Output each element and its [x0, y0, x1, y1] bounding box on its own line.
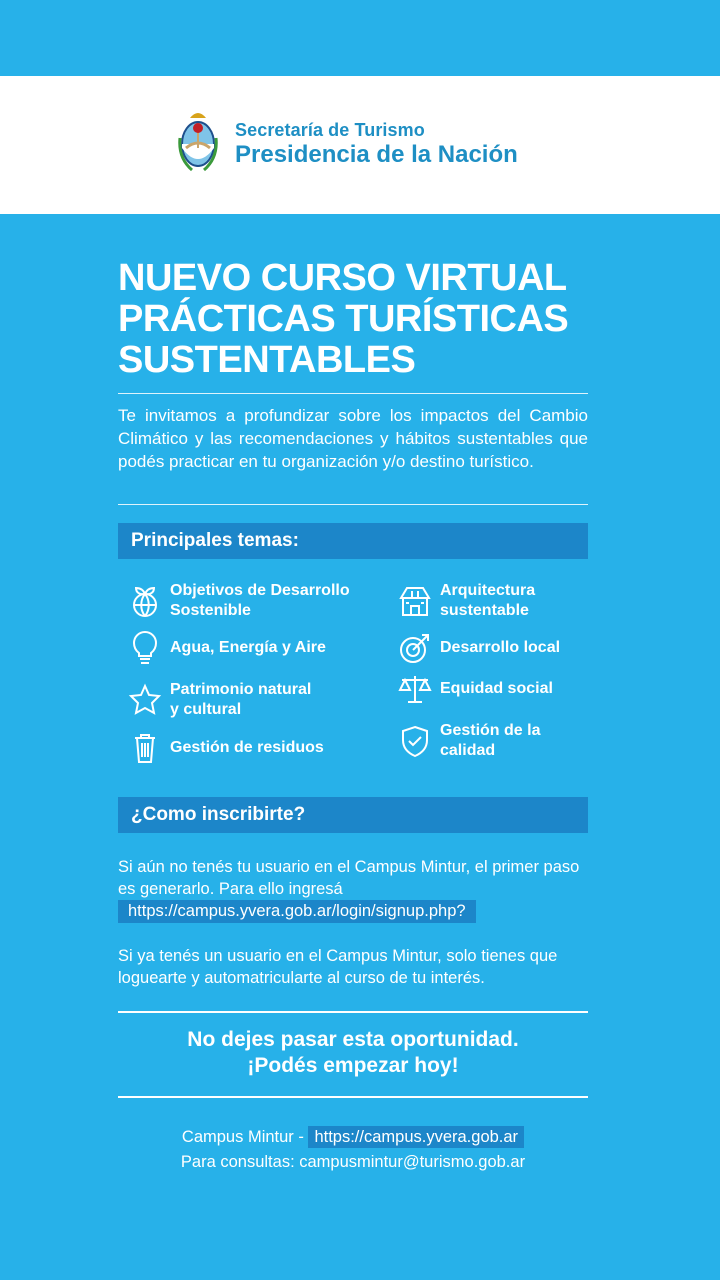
target-growth-icon [398, 631, 432, 665]
topic-desarrollo-local: Desarrollo local [398, 631, 560, 665]
topic-agua: Agua, Energía y Aire [128, 631, 326, 665]
globe-leaf-icon [128, 584, 162, 618]
shield-check-icon [398, 724, 432, 758]
campus-link[interactable]: https://campus.yvera.gob.ar [308, 1126, 524, 1148]
topic-patrimonio: Patrimonio natural y cultural [128, 680, 311, 720]
divider [118, 1011, 588, 1013]
intro-text: Te invitamos a profundizar sobre los impactos del Cambio Climático y las recomendaciones y hábitos sustentables que podés practicar en tu organización y/o destino turístico. [118, 406, 588, 471]
topic-equidad: Equidad social [398, 672, 553, 706]
header [0, 76, 720, 214]
divider [118, 393, 588, 394]
call-to-action: No dejes pasar esta oportunidad. ¡Podés empezar hoy! [187, 1028, 519, 1077]
divider [118, 1096, 588, 1098]
enroll-heading: ¿Como inscribirte? [118, 797, 588, 833]
argentina-coat-of-arms-icon [178, 108, 218, 174]
topic-ods: Objetivos de Desarrollo Sostenible [128, 581, 350, 621]
footer-contact: Para consultas: campusmintur@turismo.gob.ar [180, 1153, 526, 1171]
topic-residuos: Gestión de residuos [128, 731, 324, 765]
divider [118, 504, 588, 505]
signup-link[interactable]: https://campus.yvera.gob.ar/login/signup.php? [118, 900, 476, 923]
building-icon [398, 584, 432, 618]
star-icon [128, 683, 162, 717]
course-title: NUEVO CURSO VIRTUAL PRÁCTICAS TURÍSTICAS SUSTENTABLES [118, 257, 569, 381]
trash-icon [128, 731, 162, 765]
org-name: Secretaría de Turismo [235, 120, 425, 140]
topic-calidad: Gestión de la calidad [398, 721, 540, 761]
lightbulb-icon [128, 631, 162, 665]
topic-arquitectura: Arquitectura sustentable [398, 581, 535, 621]
footer-campus: Campus Mintur - https://campus.yvera.gob.ar [118, 1126, 588, 1148]
topics-heading: Principales temas: [118, 523, 588, 559]
enroll-text-existing-user: Si ya tenés un usuario en el Campus Mintur, solo tienes que loguearte y automatricularte al curso de tu interés. [118, 947, 558, 987]
enroll-text-new-user: Si aún no tenés tu usuario en el Campus Mintur, el primer paso es generarlo. Para ello ingresá https://campus.yvera.gob.ar/login/signup.php? [118, 856, 590, 923]
scale-icon [398, 672, 432, 706]
org-parent: Presidencia de la Nación [235, 141, 518, 168]
